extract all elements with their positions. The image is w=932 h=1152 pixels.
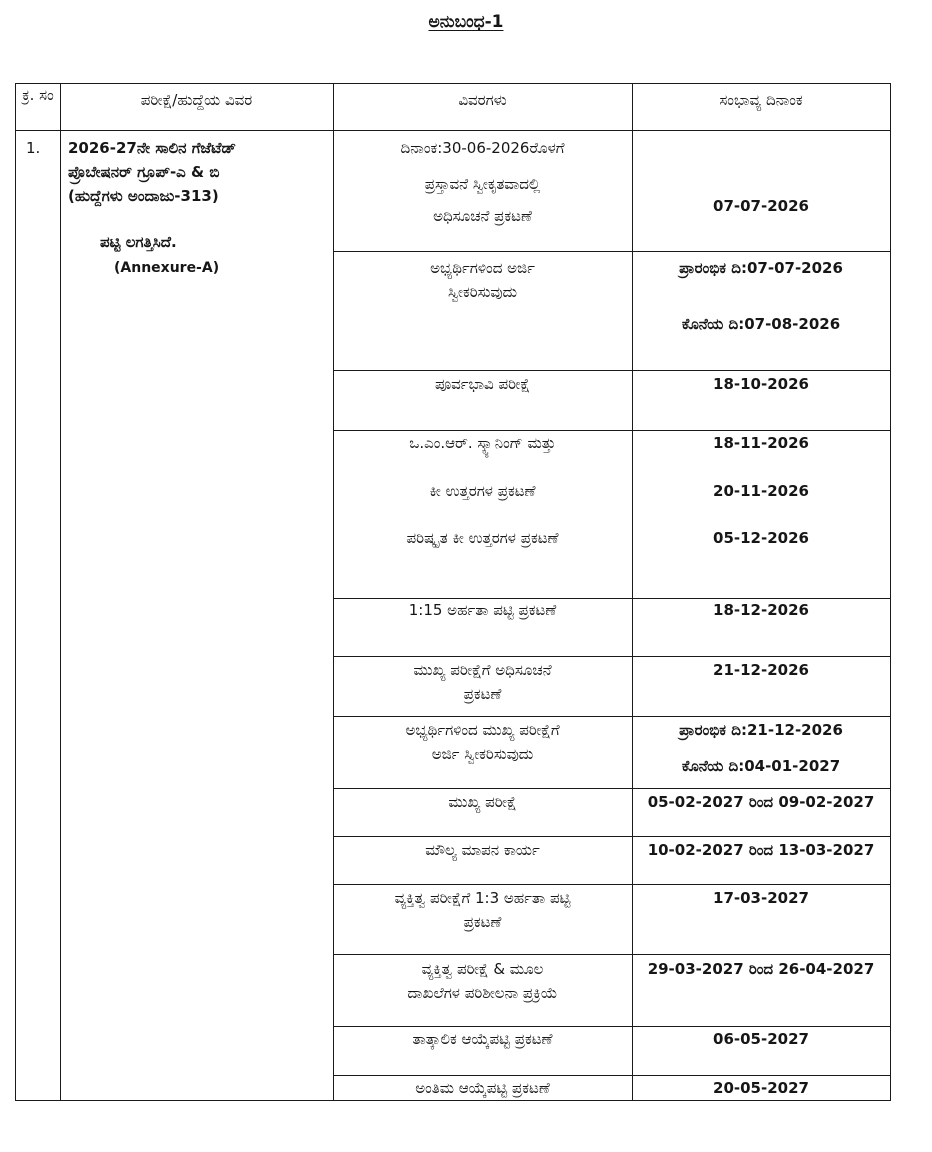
- row-1-detail: ಅಧಿಸೂಚನೆ ಪ್ರಕಟಣೆ: [433, 207, 532, 225]
- row-divider: [333, 251, 890, 252]
- row-1-date: 07-07-2026: [713, 197, 809, 215]
- row-1-detail: ದಿನಾಂಕ:30-06-2026ರೊಳಗೆ: [400, 139, 565, 157]
- header-date: ಸಂಭಾವ್ಯ ದಿನಾಂಕ: [719, 91, 803, 109]
- row-4-detail: ಪರಿಷ್ಕೃತ ಕೀ ಉತ್ತರಗಳ ಪ್ರಕಟಣೆ: [406, 529, 559, 547]
- row-7-detail: ಅಭ್ಯರ್ಥಿಗಳಿಂದ ಮುಖ್ಯ ಪರೀಕ್ಷೆಗೆ: [405, 721, 560, 739]
- row-10-detail: ವ್ಯಕ್ತಿತ್ವ ಪರೀಕ್ಷೆಗೆ 1:3 ಅರ್ಹತಾ ಪಟ್ಟಿ: [394, 889, 571, 907]
- row-13-date: 20-05-2027: [713, 1079, 809, 1097]
- row-3-date: 18-10-2026: [713, 375, 809, 393]
- row-7-start-date: ಪ್ರಾರಂಭಿಕ ದಿ:21-12-2026: [679, 721, 843, 739]
- row-9-detail: ಮೌಲ್ಯ ಮಾಪನ ಕಾರ್ಯ: [425, 841, 540, 859]
- row-1-detail: ಪ್ರಸ್ತಾವನೆ ಸ್ವೀಕೃತವಾದಲ್ಲಿ: [424, 175, 541, 193]
- list-attached: ಪಟ್ಟಿ ಲಗತ್ತಿಸಿದೆ.: [100, 233, 177, 251]
- row-5-date: 18-12-2026: [713, 601, 809, 619]
- serial-number: 1.: [26, 139, 41, 157]
- row-4-date: 20-11-2026: [713, 482, 809, 500]
- row-divider: [333, 656, 890, 657]
- row-11-date: 29-03-2027 ರಿಂದ 26-04-2027: [647, 960, 875, 978]
- row-6-detail: ಪ್ರಕಟಣೆ: [463, 685, 502, 703]
- row-2-start-date: ಪ್ರಾರಂಭಿಕ ದಿ:07-07-2026: [679, 259, 843, 277]
- row-2-detail: ಸ್ವೀಕರಿಸುವುದು: [447, 283, 518, 301]
- post-line-3: (ಹುದ್ದೆಗಳು ಅಂದಾಜು-313): [68, 187, 219, 205]
- row-divider: [333, 884, 890, 885]
- page-title: ಅನುಬಂಧ-1: [428, 12, 504, 32]
- row-7-end-date: ಕೊನೆಯ ದಿ:04-01-2027: [681, 757, 841, 775]
- schedule-table: [15, 83, 891, 1101]
- row-10-date: 17-03-2027: [713, 889, 809, 907]
- row-12-date: 06-05-2027: [713, 1030, 809, 1048]
- row-divider: [333, 836, 890, 837]
- row-13-detail: ಅಂತಿಮ ಆಯ್ಕೆಪಟ್ಟಿ ಪ್ರಕಟಣೆ: [415, 1079, 550, 1097]
- row-divider: [333, 788, 890, 789]
- row-3-detail: ಪೂರ್ವಭಾವಿ ಪರೀಕ್ಷೆ: [434, 375, 531, 393]
- row-4-date: 18-11-2026: [713, 434, 809, 452]
- row-4-detail: ಕೀ ಉತ್ತರಗಳ ಪ್ರಕಟಣೆ: [429, 482, 536, 500]
- annexure-reference: (Annexure-A): [114, 260, 220, 276]
- row-4-detail: ಒ.ಎಂ.ಆರ್. ಸ್ಕ್ಯಾನಿಂಗ್ ಮತ್ತು: [409, 434, 556, 452]
- row-9-date: 10-02-2027 ರಿಂದ 13-03-2027: [647, 841, 875, 859]
- row-7-detail: ಅರ್ಜಿ ಸ್ವೀಕರಿಸುವುದು: [431, 745, 534, 763]
- row-divider: [16, 130, 890, 131]
- row-11-detail: ವ್ಯಕ್ತಿತ್ವ ಪರೀಕ್ಷೆ & ಮೂಲ: [421, 960, 544, 978]
- row-6-detail: ಮುಖ್ಯ ಪರೀಕ್ಷೆಗೆ ಅಧಿಸೂಚನೆ: [413, 661, 552, 679]
- post-line-1: 2026-27ನೇ ಸಾಲಿನ ಗೆಜೆಟೆಡ್: [68, 139, 236, 157]
- row-8-detail: ಮುಖ್ಯ ಪರೀಕ್ಷೆ: [448, 793, 517, 811]
- row-4-date: 05-12-2026: [713, 529, 809, 547]
- post-line-2: ಪ್ರೊಬೇಷನರ್ ಗ್ರೂಪ್-ಎ & ಬಿ: [68, 163, 220, 181]
- row-2-detail: ಅಭ್ಯರ್ಥಿಗಳಿಂದ ಅರ್ಜಿ: [430, 259, 535, 277]
- column-divider: [632, 84, 633, 1100]
- row-10-detail: ಪ್ರಕಟಣೆ: [463, 913, 502, 931]
- row-5-detail: 1:15 ಅರ್ಹತಾ ಪಟ್ಟಿ ಪ್ರಕಟಣೆ: [408, 601, 557, 619]
- header-exam: ಪರೀಕ್ಷೆ/ಹುದ್ದೆಯ ವಿವರ: [140, 91, 253, 109]
- row-divider: [333, 716, 890, 717]
- row-divider: [333, 370, 890, 371]
- row-2-end-date: ಕೊನೆಯ ದಿ:07-08-2026: [681, 315, 841, 333]
- row-11-detail: ದಾಖಲೆಗಳ ಪರಿಶೀಲನಾ ಪ್ರಕ್ರಿಯೆ: [407, 984, 558, 1002]
- row-8-date: 05-02-2027 ರಿಂದ 09-02-2027: [647, 793, 875, 811]
- header-details: ವಿವರಗಳು: [458, 91, 507, 109]
- row-divider: [333, 954, 890, 955]
- row-12-detail: ತಾತ್ಕಾಲಿಕ ಆಯ್ಕೆಪಟ್ಟಿ ಪ್ರಕಟಣೆ: [412, 1030, 553, 1048]
- row-6-date: 21-12-2026: [713, 661, 809, 679]
- header-serial: ಕ್ರ. ಸಂ: [22, 86, 54, 104]
